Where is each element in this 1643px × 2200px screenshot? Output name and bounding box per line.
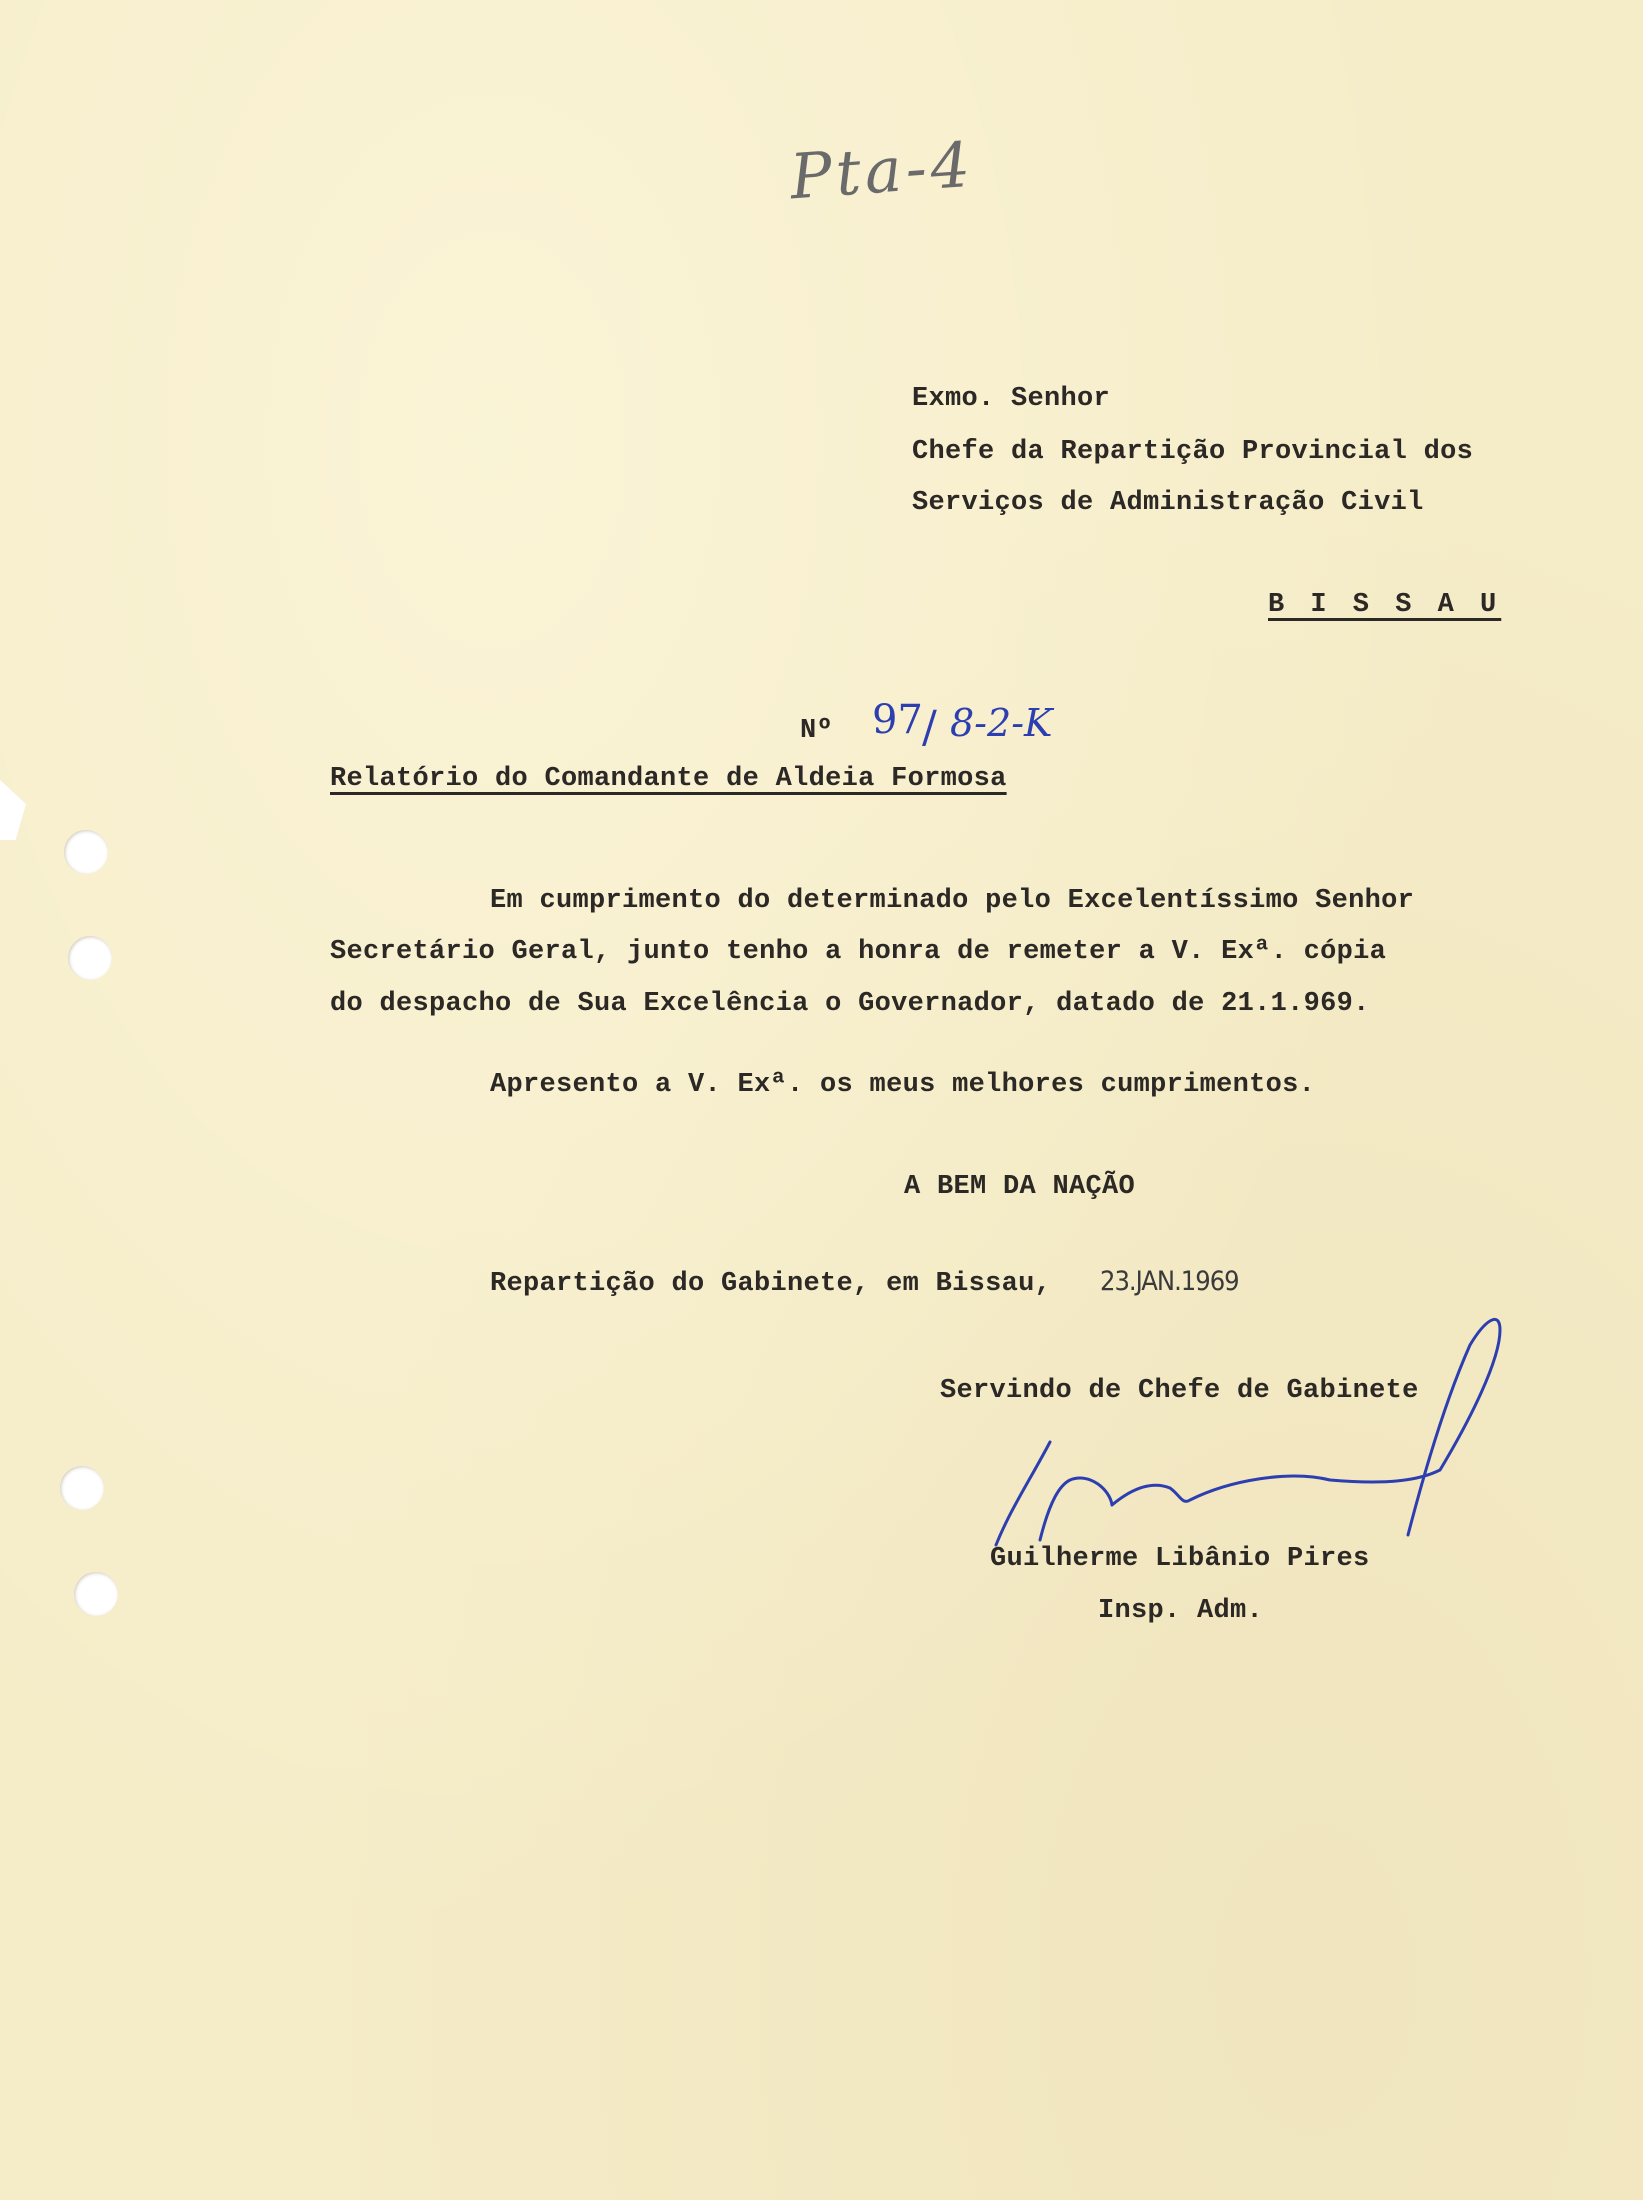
pencil-note: Pta-4 [787,127,977,214]
signatory-name: Guilherme Libânio Pires [990,1544,1370,1574]
addressee-salutation: Exmo. Senhor [912,384,1111,414]
body-paragraph-1-line-3: do despacho de Sua Excelência o Governador, datado de 21.1.969. [330,989,1370,1019]
signatory-title: Insp. Adm. [1098,1596,1264,1626]
reference-number: 97 [872,697,923,743]
addressee-position: Chefe da Repartição Provincial dos [912,437,1474,467]
body-paragraph-1-line-2: Secretário Geral, junto tenho a honra de remeter a V. Exª. cópia [330,937,1387,967]
addressee-department: Serviços de Administração Civil [912,488,1424,518]
body-paragraph-2: Apresento a V. Exª. os meus melhores cumprimentos. [490,1070,1316,1100]
subject-line: Relatório do Comandante de Aldeia Formosa [330,764,1007,794]
addressee-city: B I S S A U [1268,590,1502,620]
place-line: Repartição do Gabinete, em Bissau, [490,1269,1052,1299]
reference-code: 8-2-K [950,701,1053,745]
reference-separator: / [922,702,937,753]
reference-prefix: Nº [800,716,834,746]
date-stamp: 23.JAN.1969 [1100,1266,1239,1297]
body-paragraph-1-line-1: Em cumprimento do determinado pelo Excelentíssimo Senhor [490,886,1415,916]
closing-role: Servindo de Chefe de Gabinete [940,1376,1419,1406]
closing-motto: A BEM DA NAÇÃO [904,1172,1136,1202]
